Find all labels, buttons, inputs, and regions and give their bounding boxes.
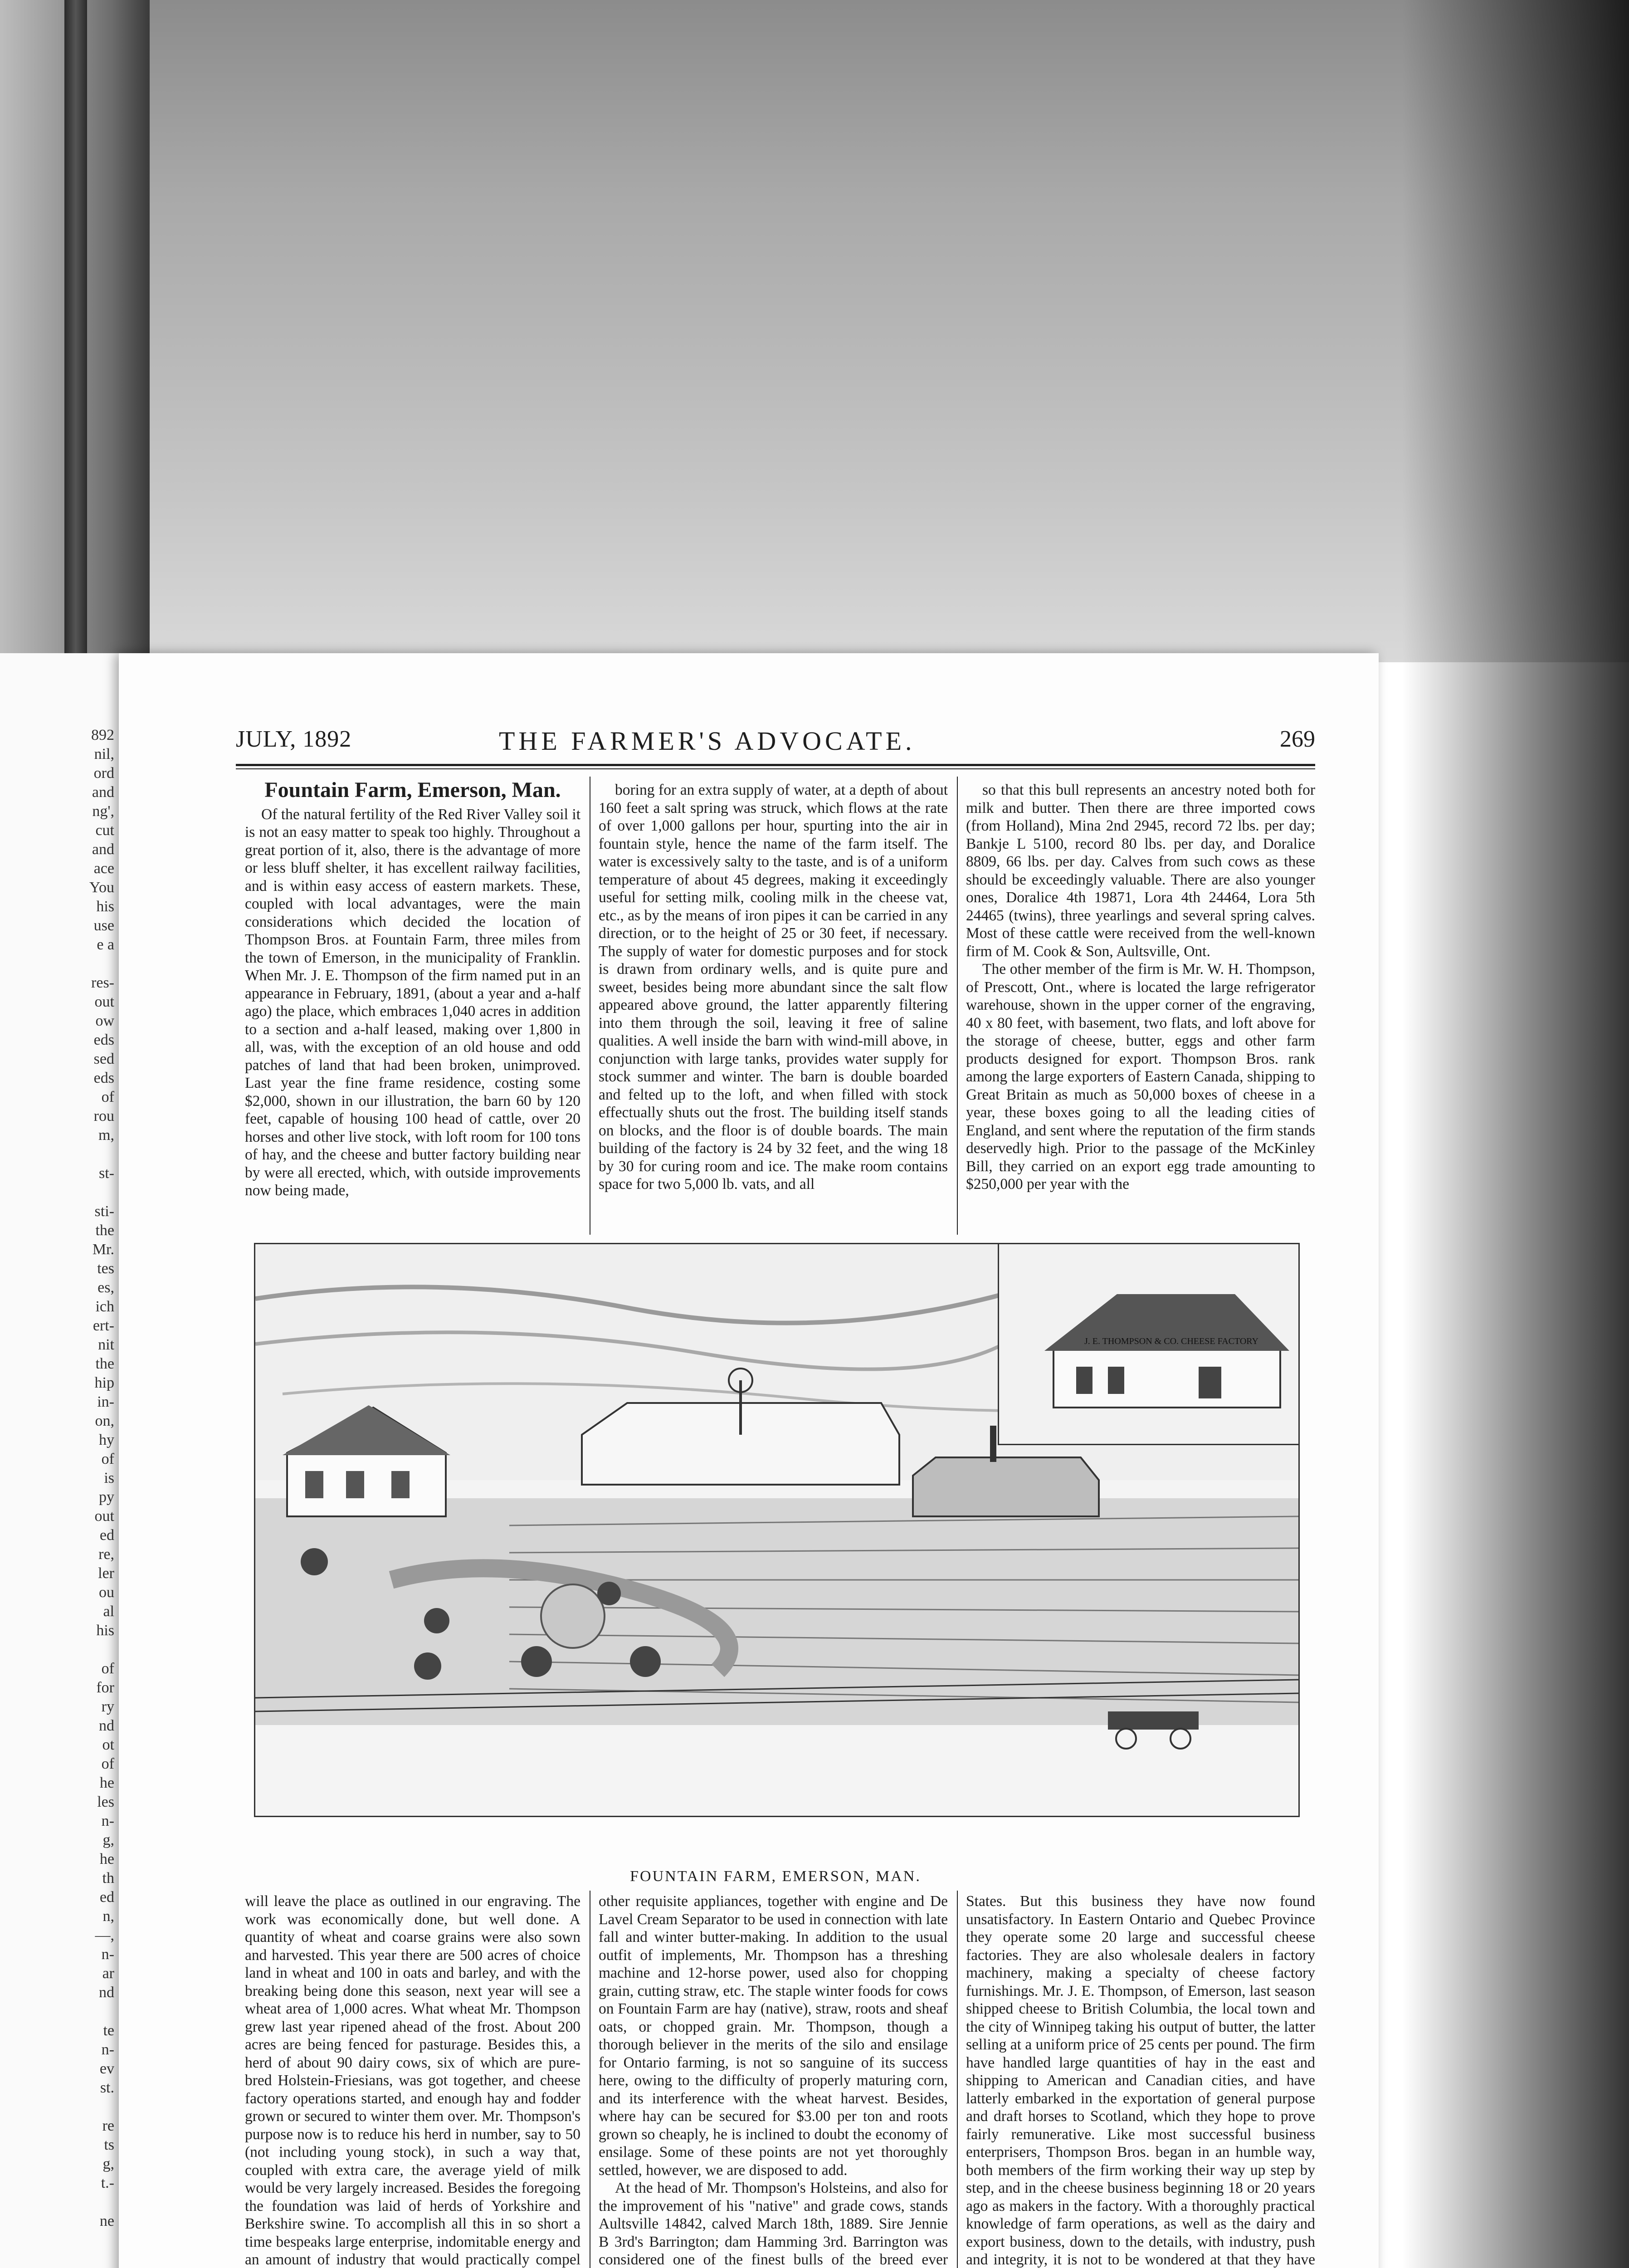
- facing-page-line: his: [96, 898, 114, 915]
- upper-col3-text: [966, 781, 1315, 1193]
- facing-page-line: re,: [98, 1546, 114, 1563]
- facing-page-line: n-: [101, 1813, 114, 1829]
- facing-page-line: he: [99, 1774, 114, 1791]
- lower-column-1: [245, 1892, 580, 2268]
- facing-page-line: m,: [98, 1127, 114, 1144]
- facing-page-line: [0, 2193, 119, 2212]
- facing-page-line: [0, 1640, 119, 1659]
- facing-page-line: n,: [102, 1908, 114, 1925]
- facing-page-line: n-: [101, 1946, 114, 1963]
- facing-page-line: g,: [102, 1832, 114, 1848]
- facing-page-line: —,: [95, 1927, 114, 1944]
- header-rule: [236, 764, 1315, 766]
- facing-page-line: py: [99, 1489, 114, 1505]
- facing-page-line: ow: [95, 1012, 114, 1029]
- lower-col1-text: [245, 1892, 580, 2268]
- facing-page-line: in-: [97, 1393, 114, 1410]
- paragraph: will leave the place as outlined in our engraving. The work was economically done, but well done. A quantity of wheat and coarse grains were also sown and harvested. This year there are 500 acres of choice land in wheat and 100 in oats and barley, and with the breaking being done this season, next year will see a wheat area of 1,000 acres. What wheat Mr. Thompson grew last year ripened ahead of the frost. About 200 acres are being fenced for pasturage. Besides this, a herd of about 90 dairy cows, six of which are pure-bred Holstein-Friesians, was got together, and cheese factory operations started, and enough hay and fodder grown or secured to winter them over. Mr. Thompson's purpose now is to reduce his herd in number, say to 50 (not including young stock), in such a way that, coupled with extra care, the average yield of milk would be very largely increased. Besides the foregoing the foundation was laid of herds of Yorkshire and Berkshire swine. To accomplish all this in so short a time bespeaks large enterprise, indomitable energy and an amount of industry that would practically compel: [245, 1893, 580, 2268]
- upper-col2-text: [599, 781, 948, 1193]
- facing-page-line: out: [94, 1508, 114, 1525]
- facing-page-line: is: [104, 1470, 114, 1486]
- facing-page-line: of: [101, 1089, 114, 1105]
- paragraph: States. But this business they have now found unsatisfactory. In Eastern Ontario and Quebec Province they operate some 20 large and successful cheese factories. They are also wholesale dealers in factory machinery, making a specialty of cheese factory furnishings. Mr. J. E. Thompson, of Emerson, last season shipped cheese to British Columbia, the local town and the city of Winnipeg taking his output of butter, the latter selling at a uniform price of 25 cents per pound. The firm have handled large quantities of hay in the east and shipping to American and Canadian cities, and have latterly embarked in the exportation of general purpose and draft horses to Scotland, which they hope to prove fairly remunerative. Like most successful business enterprisers, Thompson Bros. began in an humble way, both members of the firm working their way up step by step, and in the cheese business beginning 18 or 20 years ago as makers in the factory. With a thoroughly practical knowledge of farm operations, as well as the dairy and export business, down to the details, with industry, push and integrity, it is not to be wondered at that they have: [966, 1893, 1315, 2268]
- facing-page-line: use: [93, 917, 114, 934]
- scan-background-right: [1402, 0, 1629, 2268]
- facing-page-line: ar: [102, 1965, 114, 1982]
- facing-page-line: ou: [99, 1584, 114, 1601]
- facing-page-line: al: [103, 1603, 114, 1620]
- facing-page-line: [0, 2002, 119, 2021]
- warehouse-illustration: [999, 1244, 1298, 1444]
- facing-page-line: of: [101, 1755, 114, 1772]
- facing-page-line: th: [102, 1870, 114, 1887]
- facing-page-line: hy: [99, 1432, 114, 1448]
- facing-page-line: res-: [91, 974, 114, 991]
- facing-page-line: he: [99, 1851, 114, 1867]
- facing-page-line: st-: [99, 1165, 114, 1182]
- warehouse-sign-text: J. E. THOMPSON & CO. CHEESE FACTORY: [1084, 1336, 1258, 1346]
- column-rule: [957, 1891, 958, 2268]
- facing-page-line: ace: [93, 860, 114, 877]
- column-rule: [957, 777, 958, 1235]
- facing-page-line: ed: [99, 1527, 114, 1544]
- paragraph: boring for an extra supply of water, at a depth of about 160 feet a salt spring was struck, which flows at the rate of over 1,000 gallons per hour, spurting into the air in fountain style, hence the name of the farm itself. The water is excessively salty to the taste, and is of a uniform temperature of about 45 degrees, making it exceedingly useful for setting milk, cooling milk in the cheese vat, etc., as by the means of iron pipes it can be carried in any direction, or to the height of 25 or 30 feet, if necessary. The supply of water for domestic purposes and for stock is drawn from ordinary wells, and is quite pure and sweet, besides being more abundant since the salt flow appeared above ground, the latter apparently filtering into them through the soil, leaving it free of saline qualities. A well inside the barn with wind-mill above, in conjunction with large tanks, provides water supply for stock summer and winter. The barn is double boarded and felted up to the loft, and when filled with stock effectually shuts out the frost. The building itself stands on blocks, and the floor is of double boards. The main building of the factory is 24 by 32 feet, and the wing 18 by 30 for curing room and ice. The make room contains space for two 5,000 lb. vats, and all: [599, 782, 948, 1193]
- facing-page-line: ry: [101, 1698, 114, 1715]
- paragraph: The other member of the firm is Mr. W. H. Thompson, of Prescott, Ont., where is located the large refrigerator warehouse, shown in the upper corner of the engraving, 40 x 80 feet, with basement, two flats, and loft above for the storage of cheese, butter, eggs and other farm products designed for export. Thompson Bros. rank among the large exporters of Eastern Canada, shipping to Great Britain as much as 50,000 boxes of cheese in a year, these boxes going to all the leading cities of England, and sent where the reputation of the firm stands deservedly high. Prior to the passage of the McKinley Bill, they carried on an export egg trade amounting to $250,000 per year with the: [966, 961, 1315, 1193]
- facing-page-line: ev: [99, 2060, 114, 2077]
- facing-page-line: es,: [98, 1279, 114, 1296]
- paragraph: At the head of Mr. Thompson's Holsteins, and also for the improvement of his "native" and grade cows, stands Aultsville 14842, calved March 18th, 1889. Sire Jennie B 3rd's Barrington; dam Hamming 3rd. Barrington was considered one of the finest bulls of the breed ever: [599, 2180, 948, 2268]
- upper-column-3: [966, 781, 1315, 1193]
- facing-page-line: ne: [99, 2213, 114, 2229]
- facing-page-line: of: [101, 1660, 114, 1677]
- lower-column-3: [966, 1892, 1315, 2268]
- upper-column-1: [245, 778, 580, 1200]
- paragraph: other requisite appliances, together with engine and De Lavel Cream Separator to be used in connection with late fall and winter butter-making. In addition to the usual outfit of implements, Mr. Thompson has a threshing machine and 12-horse power, used also for chopping grain, cutting straw, etc. The staple winter foods for cows on Fountain Farm are hay (native), straw, roots and sheaf oats, or chopped grain. Mr. Thompson, though a thorough believer in the merits of the silo and ensilage for Ontario farming, is not so sanguine of its success here, owing to the difficulty of properly maturing corn, and its interference with the wheat harvest. Besides, where hay can be secured for $3.00 per ton and roots grown so cheaply, he is inclined to doubt the economy of ensilage. Some of these points are not yet thoroughly settled, however, we are disposed to add.: [599, 1893, 948, 2179]
- facing-page-line: eds: [93, 1031, 114, 1048]
- warehouse-inset: [998, 1244, 1298, 1445]
- facing-page-line: ot: [102, 1736, 114, 1753]
- masthead: THE FARMER'S ADVOCATE.: [499, 726, 916, 756]
- header-rule-thin: [236, 768, 1315, 769]
- lower-col2-text: [599, 1892, 948, 2268]
- facing-page-line: You: [89, 879, 114, 896]
- facing-page-line: e a: [97, 936, 114, 953]
- facing-page-line: and: [92, 841, 114, 858]
- facing-page-line: sed: [93, 1051, 114, 1067]
- paragraph: so that this bull represents an ancestry noted both for milk and butter. Then there are three imported cows (from Holland), Mina 2nd 2945, record 72 lbs. per day; Bankje L 5100, record 80 lbs. per day, and Doralice 8809, 66 lbs. per day. Calves from such cows as these should be exceedingly valuable. There are also younger ones, Doralice 4th 19871, Lora 4th 24464, Lora 5th 24465 (twins), three yearlings and several spring calves. Most of these cattle were received from the well-known firm of M. Cook & Son, Aultsville, Ont.: [966, 782, 1315, 960]
- facing-page-line: rou: [93, 1108, 114, 1124]
- facing-page-fragment: [0, 653, 119, 2268]
- facing-page-line: ler: [98, 1565, 114, 1582]
- facing-page-line: the: [95, 1222, 114, 1239]
- facing-page-line: his: [96, 1622, 114, 1639]
- facing-page-line: re: [102, 2117, 114, 2134]
- facing-page-line: [0, 2097, 119, 2116]
- facing-page-line: eds: [93, 1070, 114, 1086]
- facing-page-line: nit: [98, 1336, 114, 1353]
- paragraph: Of the natural fertility of the Red River Valley soil it is not an easy matter to speak too highly. Throughout a great portion of it, also, there is the advantage of more or less bluff shelter, it has excellent railway facilities, and is within easy access of eastern markets. These, coupled with local advantages, were the main considerations which decided the location of Thompson Bros. at Fountain Farm, three miles from the town of Emerson, in the municipality of Franklin. When Mr. J. E. Thompson of the firm named put in an appearance in February, 1891, (about a year and a-half ago) the place, which embraces 1,040 acres in addition to a section and a-half leased, making over 1,800 in all, was, with the exception of an old house and odd patches of land that had been broken, unimproved. Last year the fine frame residence, costing some $2,000, shown in our illustration, the barn 60 by 120 feet, capable of housing 100 head of cattle, over 20 horses and other live stock, with loft room for 100 tons of hay, and the cheese and butter factory building near by were all erected, which, with outside improvements now being made,: [245, 806, 580, 1199]
- facing-page-line: for: [96, 1679, 114, 1696]
- facing-page-line: hip: [94, 1374, 114, 1391]
- facing-page-line: Mr.: [92, 1241, 114, 1258]
- facing-page-line: tes: [97, 1260, 114, 1277]
- facing-page-line: g,: [102, 2156, 114, 2172]
- facing-page-line: ng',: [92, 803, 114, 820]
- upper-column-2: [599, 781, 948, 1193]
- facing-page-line: of: [101, 1451, 114, 1467]
- issue-date: JULY, 1892: [236, 726, 352, 752]
- facing-page-line: on,: [95, 1413, 114, 1429]
- figure-caption: FOUNTAIN FARM, EMERSON, MAN.: [630, 1868, 921, 1885]
- facing-page-line: ts: [104, 2136, 114, 2153]
- facing-page-line: 892: [91, 727, 114, 743]
- facing-page-line: the: [95, 1355, 114, 1372]
- lower-col3-text: [966, 1892, 1315, 2268]
- facing-page-line: les: [97, 1794, 114, 1810]
- facing-page-line: ed: [99, 1889, 114, 1906]
- facing-page-line: ord: [93, 765, 114, 782]
- facing-page-line: nd: [99, 1984, 114, 2001]
- facing-page-line: and: [92, 784, 114, 801]
- facing-page-line: [0, 954, 119, 973]
- facing-page-line: te: [103, 2022, 114, 2039]
- facing-page-line: [0, 1183, 119, 1202]
- facing-page-line: ich: [95, 1298, 114, 1315]
- facing-page-line: [0, 1145, 119, 1164]
- facing-page-line: nil,: [94, 746, 114, 763]
- upper-col1-text: [245, 806, 580, 1200]
- facing-page-line: nd: [99, 1717, 114, 1734]
- facing-page-line: n-: [101, 2041, 114, 2058]
- facing-page-line: t.-: [101, 2175, 114, 2191]
- facing-page-line: sti-: [94, 1203, 114, 1220]
- facing-page-text: [0, 726, 119, 2231]
- article-title: Fountain Farm, Emerson, Man.: [264, 778, 561, 802]
- page-number: 269: [1280, 726, 1315, 752]
- fountain-farm-engraving: [254, 1243, 1300, 1817]
- facing-page-line: st.: [100, 2079, 114, 2096]
- lower-column-2: [599, 1892, 948, 2268]
- page-header: [236, 726, 1315, 758]
- facing-page-line: ert-: [93, 1317, 114, 1334]
- facing-page-line: cut: [95, 822, 114, 839]
- facing-page-line: out: [94, 993, 114, 1010]
